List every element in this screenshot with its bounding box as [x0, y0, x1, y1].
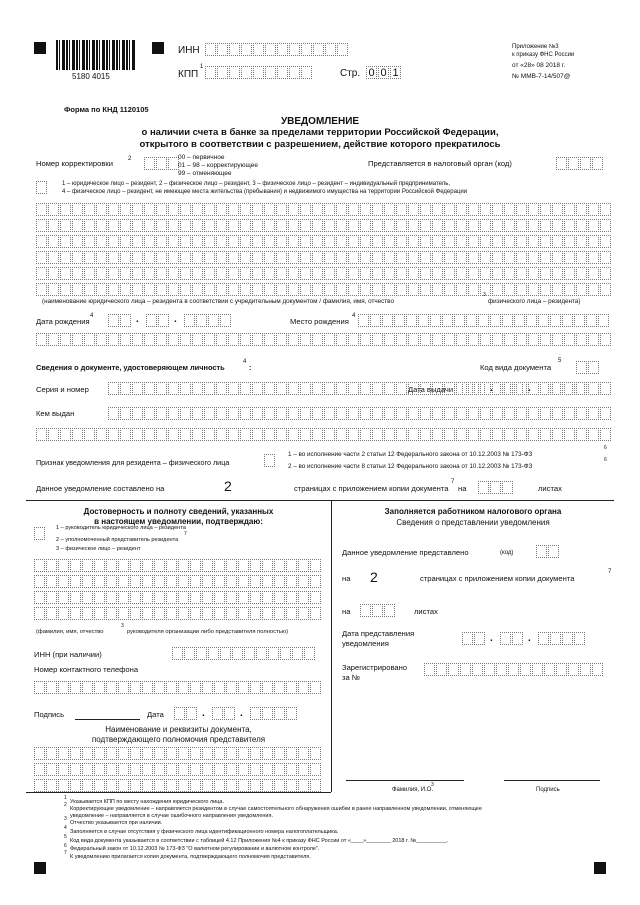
signer-inn-cells[interactable]	[172, 647, 316, 660]
officer-fio-footnote-ref: 3	[431, 782, 434, 788]
doc-type-label: Код вида документа	[480, 363, 552, 372]
confirmation-heading-2: в настоящем уведомлении, подтверждаю:	[94, 517, 263, 526]
doc-type-cells[interactable]	[576, 361, 600, 374]
name-row-5[interactable]	[36, 267, 612, 280]
name-caption-end: физического лица – резидента)	[488, 298, 581, 305]
footnote-7: К уведомлению прилагается копия документа, подтверждающего полномочия представителя.	[70, 854, 311, 860]
person-type-line-2: 4 – физическое лицо – резидент, не имеющее места жительства (пребывания) и недвижимого имущества на территории Российской Федерации	[62, 189, 468, 195]
correction-option-00: 00 – первичное	[178, 154, 225, 161]
name-row-1[interactable]	[36, 203, 612, 216]
signer-fio-row-2[interactable]	[34, 575, 322, 588]
doc-type-footnote-ref: 5	[558, 358, 562, 364]
signature-label: Подпись	[34, 710, 65, 719]
authority-doc-heading-1: Наименование и реквизиты документа,	[105, 725, 252, 734]
signer-fio-row-1[interactable]	[34, 559, 322, 572]
kpp-cells[interactable]	[205, 66, 313, 79]
sheets-count-cells[interactable]	[478, 481, 514, 494]
footnote-2-cont: уведомление – направляется в случае ошибочного направления уведомления.	[70, 813, 274, 819]
confirmation-heading-1: Достоверность и полноту сведений, указанных	[83, 507, 274, 516]
pages-count: 2	[224, 478, 232, 494]
officer-sign-label: Подпись	[536, 787, 560, 793]
barcode	[56, 40, 136, 70]
resident-sign-option-2: 2 – во исполнение части 8 статьи 12 Федерального закона от 10.12.2003 № 173-ФЗ	[288, 463, 533, 470]
phone-label: Номер контактного телефона	[34, 665, 139, 674]
issue-date-label: Дата выдачи	[408, 385, 454, 394]
series-number-cells[interactable]	[108, 382, 612, 395]
person-type-line-1: 1 – юридическое лицо – резидент, 2 – физическое лицо – резидент, 3 – физическое лицо – резидент – индивидуальный предприниматель,	[62, 181, 451, 187]
footnote-3: Отчество указывается при наличии.	[70, 820, 163, 826]
signer-fio-caption-ref: 3	[121, 623, 124, 629]
signer-option-2-ref: 7	[184, 531, 187, 537]
submission-date-dot-2: .	[528, 633, 531, 644]
correction-option-99: 99 – отменяющее	[178, 170, 232, 177]
authority-doc-heading-2: подтверждающего полномочия представителя	[91, 735, 266, 744]
right-pages-on: на	[342, 574, 351, 583]
footnote-4-number: 4	[64, 825, 67, 831]
right-pages-text: страницах с приложением копии документа	[420, 574, 575, 583]
sign-date-dot-1: .	[202, 708, 205, 719]
right-pages-footnote-ref: 7	[608, 569, 612, 575]
identity-heading-colon: :	[249, 363, 252, 372]
sign-date-label: Дата	[147, 710, 164, 719]
page-number: 0 0 1	[366, 66, 401, 79]
signer-option-2: 2 – уполномоченный представитель резидента	[56, 537, 179, 543]
page-label: Стр.	[340, 68, 361, 79]
footnotes-divider	[26, 792, 331, 793]
identity-heading-footnote-ref: 4	[243, 359, 247, 365]
kpp-label: КПП	[178, 69, 199, 80]
birth-date-label: Дата рождения	[36, 317, 90, 326]
issue-date-dot-2: .	[528, 383, 531, 394]
resident-sign-option-2-ref: 6	[604, 457, 607, 463]
submission-subheading: Сведения о представлении уведомления	[396, 518, 550, 527]
issued-by-row-1[interactable]	[108, 407, 612, 420]
corner-marker-bottom-right	[594, 862, 606, 874]
signer-option-1: 1 – руководитель юридического лица – резидента	[56, 525, 186, 531]
right-sheets-label: листах	[414, 607, 438, 616]
submission-date-dot-1: .	[490, 633, 493, 644]
tax-authority-code-cells[interactable]	[556, 157, 604, 170]
name-row-2[interactable]	[36, 219, 612, 232]
registered-label-2: за №	[342, 673, 360, 682]
birth-place-footnote-ref: 4	[352, 313, 356, 319]
appendix-line-2: к приказу ФНС России	[512, 52, 575, 58]
correction-footnote-ref: 2	[128, 156, 132, 162]
footnote-1-number: 1	[64, 795, 67, 801]
issue-year-cells[interactable]	[538, 382, 586, 395]
sign-month-cells[interactable]	[212, 707, 236, 720]
resident-sign-cell[interactable]	[264, 454, 276, 467]
corner-marker-top-left	[34, 42, 46, 54]
person-type-cell[interactable]	[36, 181, 48, 194]
correction-option-01: 01 – 98 – корректирующее	[178, 162, 258, 169]
form-code: Форма по КНД 1120105	[64, 105, 149, 114]
issued-by-row-2[interactable]	[36, 428, 612, 441]
issue-month-cells[interactable]	[500, 382, 524, 395]
inn-cells[interactable]	[205, 43, 349, 56]
appendix-line-1: Приложение №3	[512, 44, 559, 50]
form-subtitle-2: открытого в соответствии с разрешением, действие которого прекратилось	[139, 139, 501, 150]
correction-number-cells[interactable]	[144, 157, 180, 170]
name-row-4[interactable]	[36, 251, 612, 264]
signer-fio-caption-end: руководителя организации либо представителя полностью)	[127, 629, 289, 635]
pages-footnote-ref: 7	[451, 479, 455, 485]
birth-date-dot-1: .	[136, 314, 139, 325]
sign-year-cells[interactable]	[250, 707, 298, 720]
right-sheets-cells[interactable]	[360, 604, 396, 617]
officer-fio-label: Фамилия, И.О.	[392, 787, 434, 793]
registered-label-1: Зарегистрировано	[342, 663, 408, 672]
submission-month-cells[interactable]	[500, 632, 524, 645]
birth-date-footnote-ref: 4	[90, 313, 94, 319]
submission-year-cells[interactable]	[538, 632, 586, 645]
pages-on: на	[458, 484, 467, 493]
officer-sign-line[interactable]	[504, 780, 600, 781]
birth-place-label: Место рождения	[290, 317, 349, 326]
signer-inn-label: ИНН (при наличии)	[34, 650, 102, 659]
registration-number-cells[interactable]	[424, 663, 604, 676]
authority-doc-row-1[interactable]	[34, 747, 322, 760]
corner-marker-bottom-left	[34, 862, 46, 874]
signer-fio-row-3[interactable]	[34, 591, 322, 604]
resident-sign-option-1-ref: 6	[604, 445, 607, 451]
name-row-6[interactable]	[36, 283, 612, 296]
submission-code-cells[interactable]	[536, 545, 560, 558]
right-sheets-on: на	[342, 607, 351, 616]
pages-suffix: листах	[538, 484, 562, 493]
right-pages-count: 2	[370, 569, 378, 585]
corner-marker-top-mid	[152, 42, 164, 54]
footnote-3-number: 3	[64, 816, 67, 822]
tax-officer-heading: Заполняется работником налогового органа	[384, 507, 562, 516]
series-number-label: Серия и номер	[36, 385, 89, 394]
issue-date-dot-1: .	[490, 383, 493, 394]
form-subtitle-1: о наличии счета в банке за пределами территории Российской Федерации,	[141, 127, 499, 138]
submission-date-label-1: Дата представления	[342, 629, 415, 638]
order-date: от «28» 08 2018 г.	[512, 62, 566, 69]
issued-by-label: Кем выдан	[36, 409, 75, 418]
officer-fio-line[interactable]	[346, 780, 464, 781]
sign-date-dot-2: .	[240, 708, 243, 719]
section-divider	[26, 500, 614, 501]
footnote-6: Федеральный закон от 10.12.2003 № 173-ФЗ "О валютном регулировании и валютном контроле".	[70, 846, 320, 852]
order-number: № ММВ-7-14/507@	[512, 73, 571, 80]
identity-heading: Сведения о документе, удостоверяющем личность	[36, 363, 225, 372]
column-divider	[331, 500, 332, 792]
birth-day-cells[interactable]	[108, 314, 132, 327]
birth-date-dot-2: .	[174, 314, 177, 325]
tax-authority-label: Представляется в налоговый орган (код)	[368, 159, 512, 168]
barcode-number: 5180 4015	[72, 72, 110, 81]
issue-day-cells[interactable]	[462, 382, 486, 395]
sign-day-cells[interactable]	[174, 707, 198, 720]
authority-doc-row-3[interactable]	[34, 779, 322, 792]
signer-type-cell[interactable]	[34, 527, 46, 540]
authority-doc-row-2[interactable]	[34, 763, 322, 776]
name-caption: (наименование юридического лица – резидента в соответствии с учредительным документом / фамилия, имя, отчество	[42, 298, 394, 305]
birth-place-row-1[interactable]	[358, 314, 610, 327]
name-caption-footnote-ref: 3	[483, 292, 486, 298]
signature-line[interactable]	[75, 719, 140, 720]
submission-date-label-2: уведомления	[342, 639, 389, 648]
footnote-2: Корректирующее уведомление – направляется резидентом в случае самостоятельного обнаружения ошибки в ранее направленном уведомлении, отменяющее	[70, 806, 482, 812]
signer-fio-row-4[interactable]	[34, 607, 322, 620]
signer-option-3: 3 – физическое лицо – резидент	[56, 546, 141, 552]
footnote-4: Заполняется в случае отсутствия у физического лица идентификационного номера налогоплательщика.	[70, 829, 339, 835]
birth-month-cells[interactable]	[146, 314, 170, 327]
inn-label: ИНН	[178, 45, 200, 56]
footnote-5: Код вида документа указывается в соответствии с таблицей 4.12 Приложения №4 к приказу ФНС России от «____»________ 2018 г. №__________.	[70, 838, 449, 844]
phone-row-1[interactable]	[34, 681, 322, 694]
pages-prefix: Данное уведомление составлено на	[36, 484, 165, 493]
footnote-2-number: 2	[64, 802, 67, 808]
resident-sign-option-1: 1 – во исполнение части 2 статьи 12 Федерального закона от 10.12.2003 № 173-ФЗ	[288, 451, 533, 458]
birth-place-row-2[interactable]	[36, 333, 612, 346]
footnote-1: Указывается КПП по месту нахождения юридического лица.	[70, 799, 224, 805]
footnote-5-number: 5	[64, 834, 67, 840]
birth-year-cells[interactable]	[184, 314, 232, 327]
submitted-code-label: (код)	[500, 550, 514, 556]
signer-fio-caption: (фамилия, имя, отчество	[36, 629, 104, 635]
submission-day-cells[interactable]	[462, 632, 486, 645]
correction-label: Номер корректировки	[36, 159, 113, 168]
footnote-6-number: 6	[64, 843, 67, 849]
pages-middle-text: страницах с приложением копии документа	[294, 484, 449, 493]
submitted-label: Данное уведомление представлено	[342, 548, 469, 557]
kpp-footnote-ref: 1	[200, 64, 204, 70]
footnote-7-number: 7	[64, 850, 67, 856]
resident-sign-label: Признак уведомления для резидента – физического лица	[36, 458, 230, 467]
form-title: УВЕДОМЛЕНИЕ	[280, 116, 360, 127]
name-row-3[interactable]	[36, 235, 612, 248]
